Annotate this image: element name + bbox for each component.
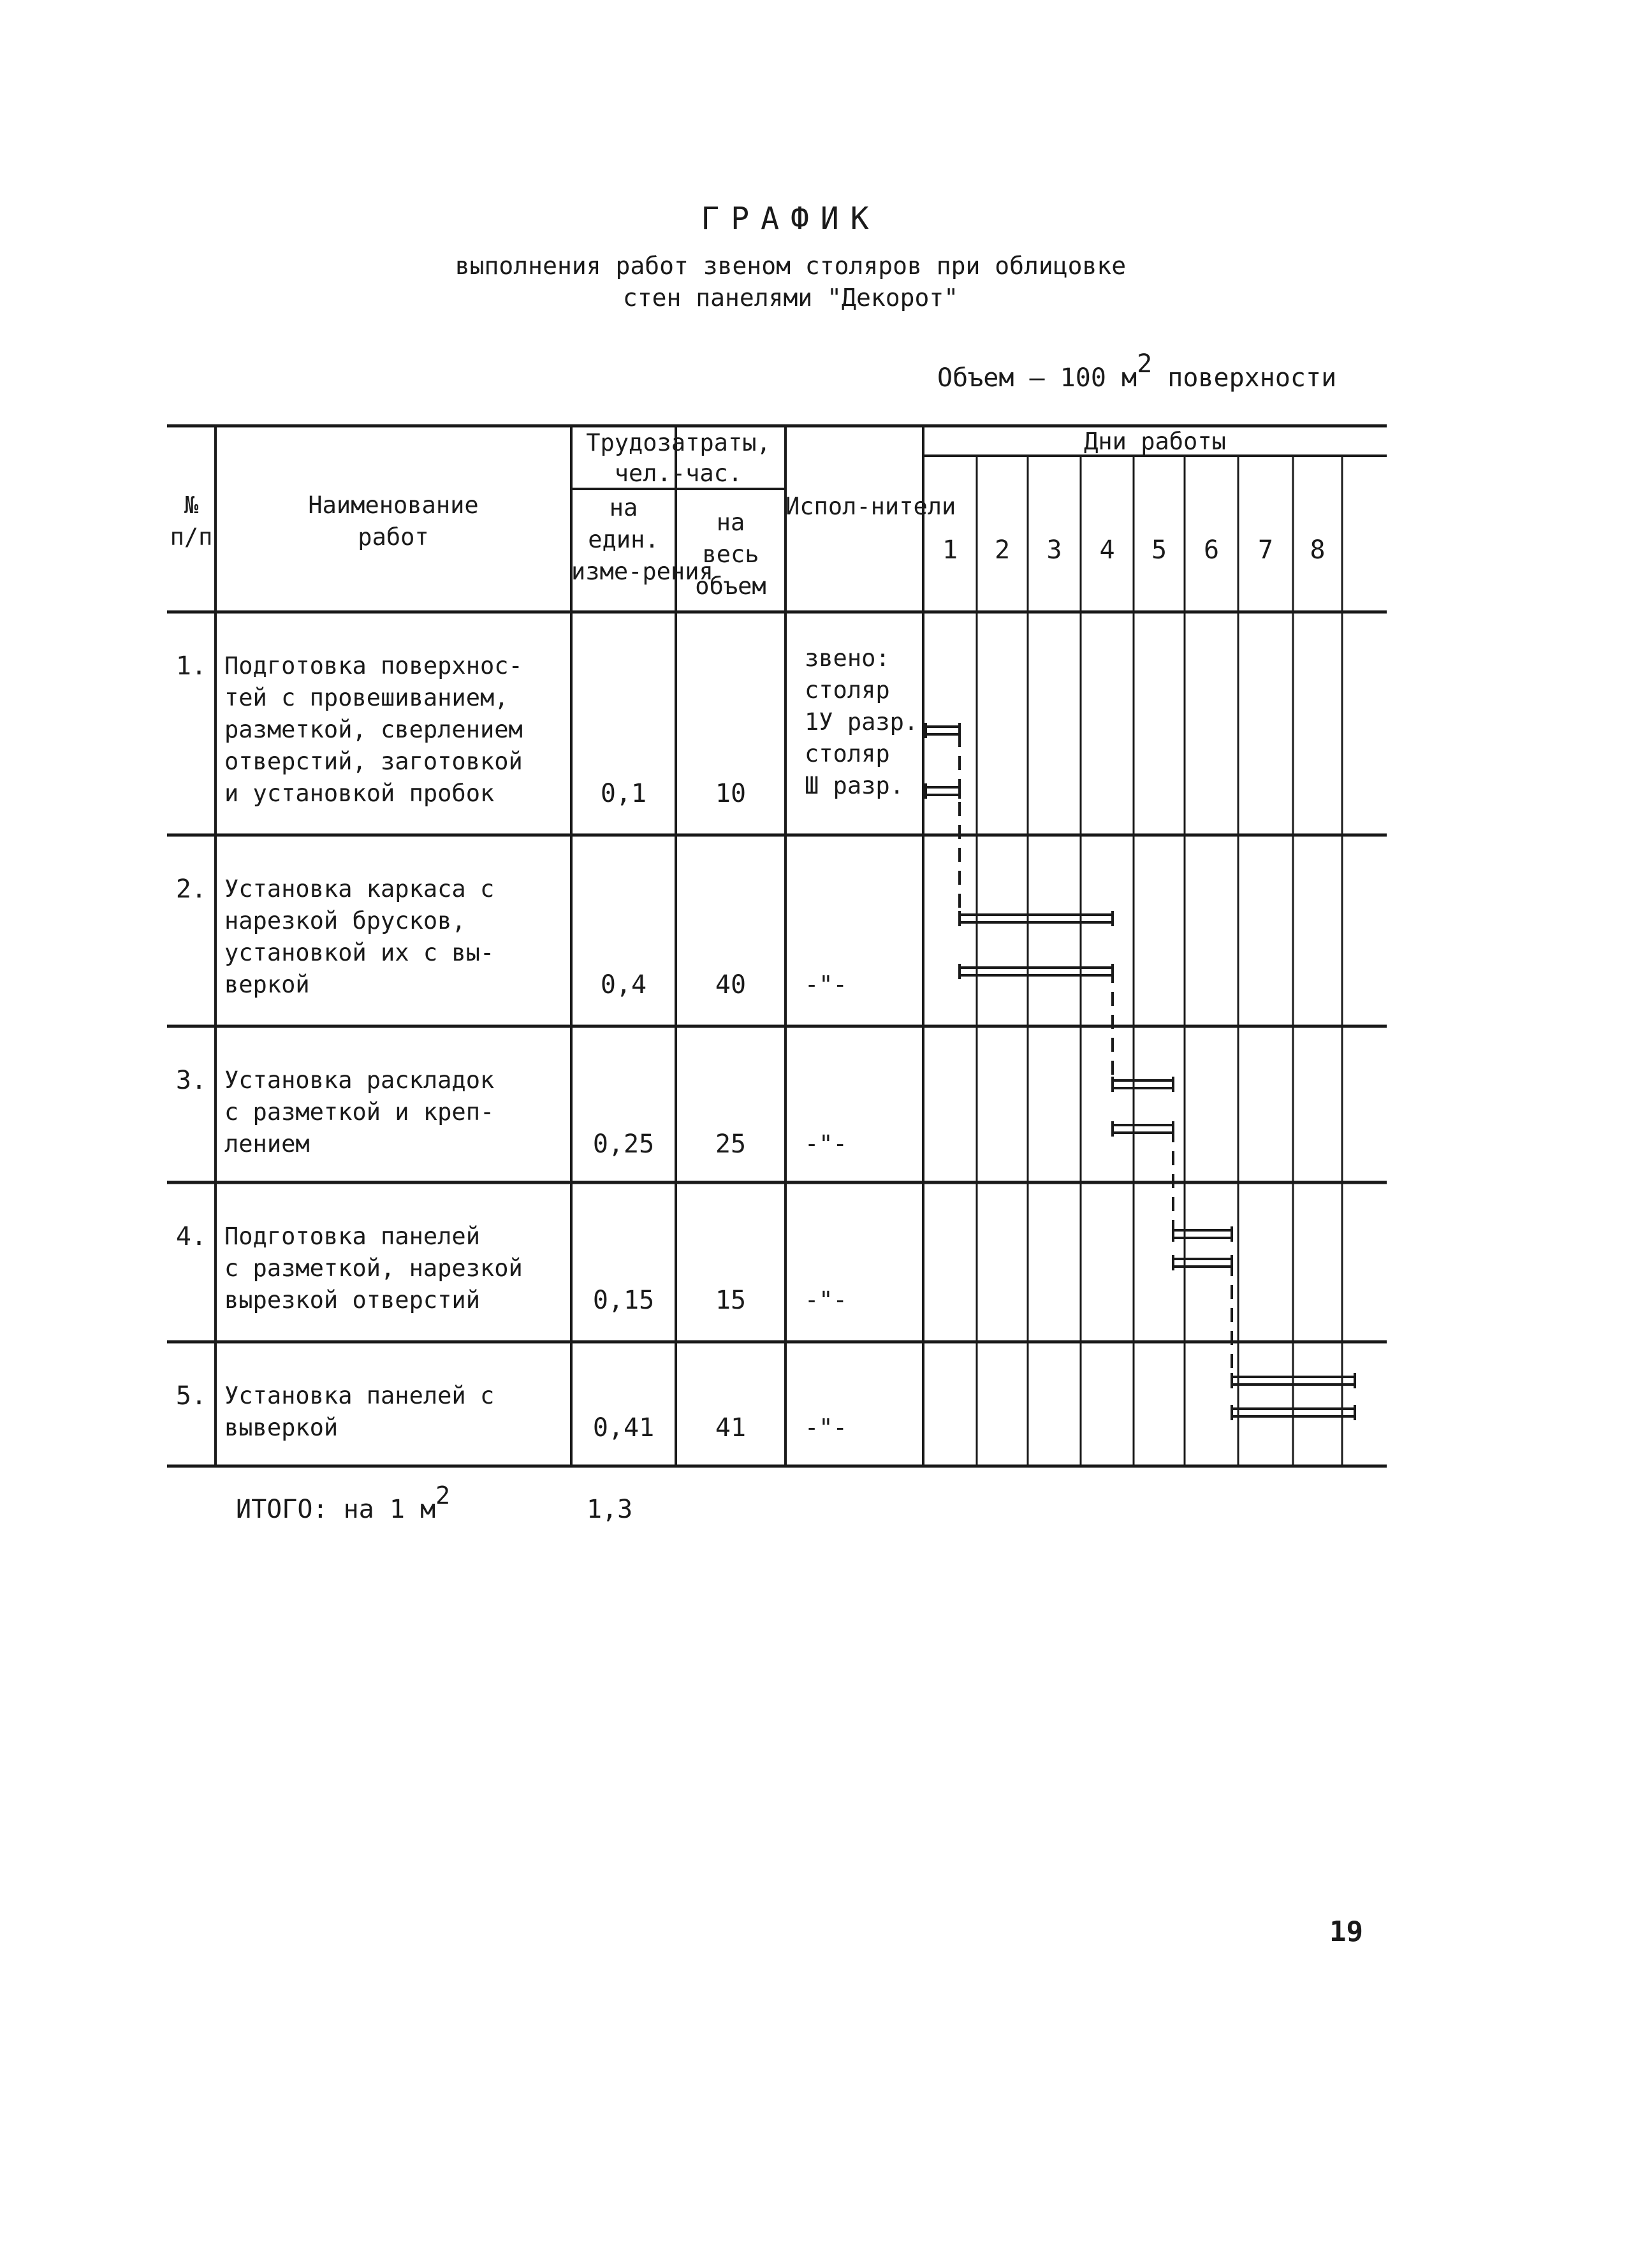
row-1-name-line: отверстий, заготовкой — [224, 748, 523, 775]
row-4-total: 15 — [715, 1286, 747, 1315]
task-4-bar-a — [1173, 1226, 1232, 1242]
task-2-bar-a — [960, 911, 1113, 926]
task-4-bar-b — [1173, 1255, 1232, 1270]
total-label — [236, 1481, 450, 1524]
header-total-0: на — [716, 509, 745, 536]
row-2-per-unit: 0,4 — [600, 970, 647, 1000]
volume-power: 2 — [1137, 349, 1153, 379]
row-1-performer-line: 1У разр. — [805, 708, 919, 736]
day-3-label: 3 — [1046, 535, 1062, 565]
subtitle-line-1: выполнения работ звеном столяров при облицовке — [455, 252, 1127, 280]
row-2-total: 40 — [715, 970, 747, 1000]
row-5-name-line: Установка панелей с — [224, 1382, 495, 1409]
day-4-label: 4 — [1099, 535, 1115, 565]
row-2-name-line: веркой — [224, 971, 310, 998]
total-label-text: ИТОГО: на 1 м — [236, 1495, 436, 1524]
header-labor-unit: чел.-час. — [614, 460, 743, 487]
day-6-label: 6 — [1203, 535, 1220, 565]
row-5-total: 41 — [715, 1413, 747, 1443]
row-1-performer-line: Ш разр. — [805, 772, 904, 799]
day-5-label: 5 — [1151, 535, 1167, 565]
row-1-name-line: тей с провешиванием, — [224, 684, 509, 711]
task-1-bar-b — [926, 783, 960, 799]
row-5-name-line: выверкой — [224, 1414, 339, 1441]
row-2-performers: -"- — [805, 971, 847, 998]
task-1-bar-a — [926, 723, 960, 738]
volume-suffix: поверхности — [1167, 363, 1337, 393]
task-2-bar-b — [960, 964, 1113, 979]
header-per-unit-2: изме-рения — [571, 558, 713, 585]
day-1-label: 1 — [942, 535, 958, 565]
row-3-name-line: Установка раскладок — [224, 1066, 495, 1094]
header-name-sub: работ — [358, 523, 429, 551]
header-total-2: объем — [695, 572, 766, 600]
header-labor: Трудозатраты, — [586, 429, 771, 456]
header-num-sub: п/п — [170, 523, 213, 551]
header-num: № — [184, 491, 199, 519]
day-7-label: 7 — [1257, 535, 1274, 565]
row-4-performers: -"- — [805, 1286, 847, 1314]
row-1-performer-line: столяр — [805, 676, 890, 704]
row-4-name-line: Подготовка панелей — [224, 1223, 480, 1250]
row-1-total: 10 — [715, 779, 747, 808]
subtitle-line-2: стен панелями "Декорот" — [622, 284, 959, 312]
row-4-per-unit: 0,15 — [592, 1286, 655, 1315]
page-number: 19 — [1329, 1915, 1363, 1948]
day-8-label: 8 — [1310, 535, 1326, 565]
total-power: 2 — [435, 1481, 450, 1509]
task-3-bar-a — [1113, 1077, 1173, 1092]
row-3-performers: -"- — [805, 1130, 847, 1158]
row-4-name-line: с разметкой, нарезкой — [224, 1254, 523, 1282]
row-2-name-line: установкой их с вы- — [224, 939, 495, 966]
row-3-total: 25 — [715, 1130, 747, 1159]
volume-prefix: Объем – 100 м — [937, 363, 1137, 393]
day-2-label: 2 — [994, 535, 1011, 565]
row-5-per-unit: 0,41 — [592, 1413, 655, 1443]
header-name: Наименование — [308, 491, 479, 519]
page-title: ГРАФИК — [701, 201, 880, 236]
header-performers: Испол-нители — [785, 493, 956, 520]
row-1-performer-line: столяр — [805, 740, 890, 767]
row-2-num: 2. — [175, 875, 207, 904]
row-4-num: 4. — [175, 1222, 207, 1251]
row-2-name-line: Установка каркаса с — [224, 875, 495, 903]
header-total-1: весь — [702, 541, 759, 568]
row-3-num: 3. — [175, 1066, 207, 1095]
row-3-per-unit: 0,25 — [592, 1130, 655, 1159]
row-4-name-line: вырезкой отверстий — [224, 1286, 480, 1314]
total-value: 1,3 — [587, 1495, 633, 1524]
row-1-performer-line: звено: — [805, 644, 890, 672]
row-1-per-unit: 0,1 — [600, 779, 647, 808]
row-3-name-line: с разметкой и креп- — [224, 1098, 495, 1126]
row-2-name-line: нарезкой брусков, — [224, 907, 466, 934]
task-3-bar-b — [1113, 1121, 1173, 1137]
row-1-name-line: и установкой пробок — [224, 780, 495, 807]
row-1-num: 1. — [175, 651, 207, 681]
header-per-unit-0: на — [609, 494, 638, 521]
row-5-performers: -"- — [805, 1414, 847, 1441]
row-1-name-line: разметкой, сверлением — [224, 716, 523, 743]
header-days: Дни работы — [1084, 428, 1226, 455]
row-5-num: 5. — [175, 1381, 207, 1411]
row-1-name-line: Подготовка поверхнос- — [224, 652, 523, 680]
row-3-name-line: лением — [224, 1130, 310, 1158]
header-per-unit-1: един. — [588, 526, 659, 553]
